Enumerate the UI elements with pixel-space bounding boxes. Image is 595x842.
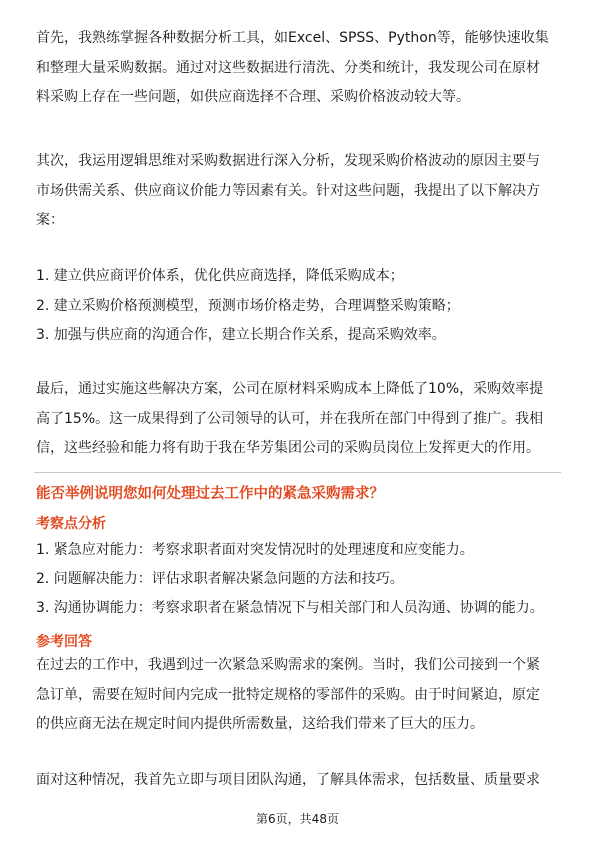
analysis-item: 1. 紧急应对能力：考察求职者面对突发情况时的处理速度和应变能力。: [36, 542, 474, 558]
text-line: 信，这些经验和能力将有助于我在华芳集团公司的采购员岗位上发挥更大的作用。: [36, 440, 540, 456]
text-line: 其次，我运用逻辑思维对采购数据进行深入分析，发现采购价格波动的原因主要与: [36, 153, 540, 169]
text-line: 市场供需关系、供应商议价能力等因素有关。针对这些问题，我提出了以下解决方: [36, 182, 540, 199]
text-line: 首先，我熟练掌握各种数据分析工具，如Excel、SPSS、Python等，能够快速收集: [36, 30, 549, 46]
paragraph-answer-continued: [36, 766, 562, 796]
section-divider: [34, 472, 561, 473]
analysis-heading: 考察点分析: [36, 516, 106, 532]
text-line: 料采购上存在一些问题，如供应商选择不合理、采购价格波动较大等。: [36, 89, 470, 105]
text-line: 最后，通过实施这些解决方案，公司在原材料采购成本上降低了10%，采购效率提: [36, 381, 544, 397]
analysis-item: 3. 沟通协调能力：考察求职者在紧急情况下与相关部门和人员沟通、协调的能力。: [36, 600, 544, 616]
answer-heading: 参考回答: [36, 634, 92, 650]
text-line: 案：: [36, 212, 64, 228]
solution-item: 3. 加强与供应商的沟通合作，建立长期合作关系，提高采购效率。: [36, 327, 446, 343]
text-line: 和整理大量采购数据。通过对这些数据进行清洗、分类和统计，我发现公司在原材: [36, 59, 540, 76]
paragraph-skills: [36, 24, 562, 113]
text-line: 高了15%。这一成果得到了公司领导的认可，并在我所在部门中得到了推广。我相: [36, 410, 544, 427]
paragraph-results: [36, 375, 562, 464]
solution-item: 1. 建立供应商评价体系，优化供应商选择，降低采购成本；: [36, 268, 404, 284]
analysis-item: 2. 问题解决能力：评估求职者解决紧急问题的方法和技巧。: [36, 571, 404, 587]
text-line: 急订单，需要在短时间内完成一批特定规格的零部件的采购。由于时间紧迫，原定: [36, 686, 540, 703]
text-line: 在过去的工作中，我遇到过一次紧急采购需求的案例。当时，我们公司接到一个紧: [36, 657, 540, 673]
page-number: 第6页，共48页: [256, 812, 339, 826]
text-line: 面对这种情况，我首先立即与项目团队沟通，了解具体需求，包括数量、质量要求: [36, 772, 540, 788]
text-line: 的供应商无法在规定时间内提供所需数量，这给我们带来了巨大的压力。: [36, 716, 484, 732]
paragraph-answer: [36, 651, 562, 740]
interview-question: 能否举例说明您如何处理过去工作中的紧急采购需求？: [36, 486, 384, 502]
solution-item: 2. 建立采购价格预测模型，预测市场价格走势，合理调整采购策略；: [36, 298, 460, 314]
paragraph-analysis: [36, 147, 562, 236]
